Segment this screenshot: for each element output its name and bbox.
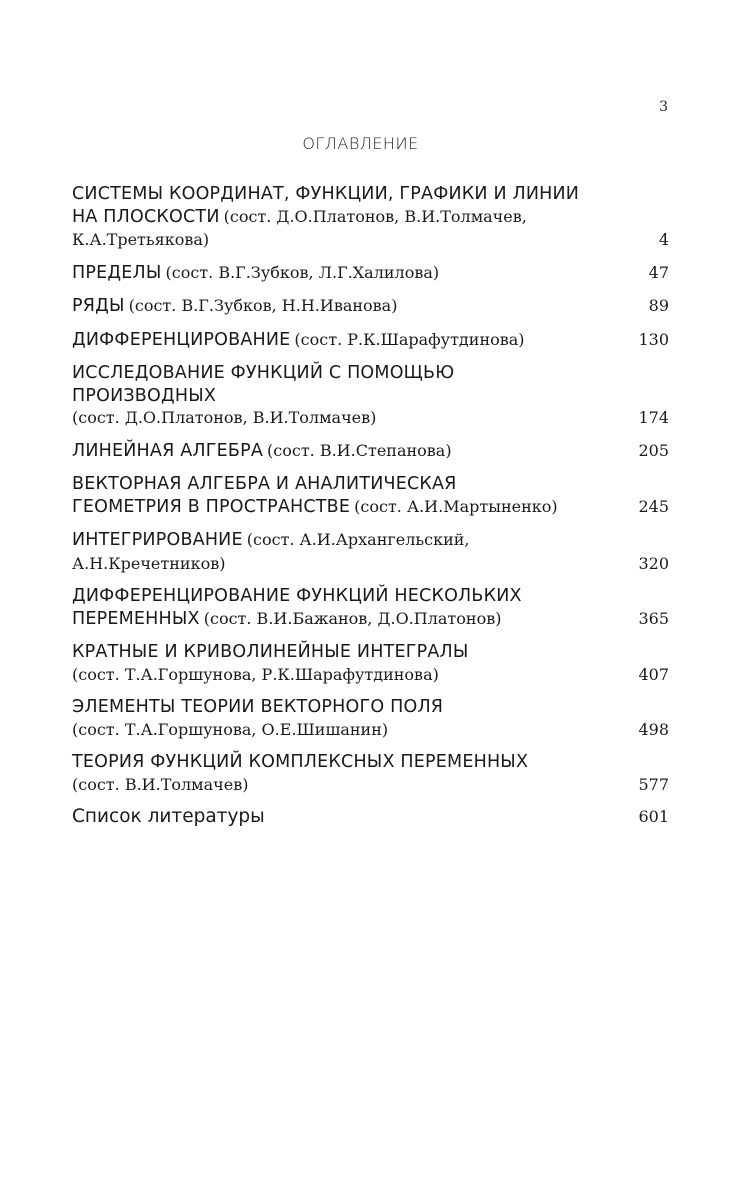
toc-entry-complex-variables xyxy=(72,751,669,796)
entry-title: ЭЛЕМЕНТЫ ТЕОРИИ ВЕКТОРНОГО ПОЛЯ xyxy=(72,697,444,717)
toc-entry-limits xyxy=(72,262,669,286)
entry-page: 205 xyxy=(638,440,669,460)
table-of-contents xyxy=(72,183,669,839)
entry-title: РЯДЫ xyxy=(72,296,125,316)
entry-title: СИСТЕМЫ КООРДИНАТ, ФУНКЦИИ, ГРАФИКИ И ЛИНИИ xyxy=(72,184,580,204)
entry-title: ДИФФЕРЕНЦИРОВАНИЕ xyxy=(72,329,291,350)
entry-page: 130 xyxy=(638,329,669,349)
entry-authors: (сост. В.И.Толмачев) xyxy=(72,774,249,794)
toc-title: ОГЛАВЛЕНИЕ xyxy=(302,134,419,153)
entry-page: 89 xyxy=(648,296,669,315)
toc-entry-coordinate-systems xyxy=(72,183,669,252)
entry-page: 365 xyxy=(638,608,669,628)
entry-authors: К.А.Третьякова) xyxy=(72,230,210,249)
entry-title: КРАТНЫЕ И КРИВОЛИНЕЙНЫЕ ИНТЕГРАЛЫ xyxy=(72,642,469,662)
entry-page: 577 xyxy=(638,774,669,794)
entry-authors: (сост. Т.А.Горшунова, Р.К.Шарафутдинова) xyxy=(72,664,439,684)
toc-entry-multiple-integrals xyxy=(72,641,669,686)
toc-entry-bibliography xyxy=(72,806,669,829)
entry-title: ПРЕДЕЛЫ xyxy=(72,262,162,283)
entry-title: ПРОИЗВОДНЫХ xyxy=(72,385,217,406)
entry-authors: (сост. В.Г.Зубков, Н.Н.Иванова) xyxy=(128,296,398,315)
toc-entry-vector-algebra xyxy=(72,473,669,519)
entry-authors: (сост. В.И.Степанова) xyxy=(267,440,452,460)
entry-page: 407 xyxy=(638,664,669,684)
entry-title: ИНТЕГРИРОВАНИЕ xyxy=(72,530,243,550)
entry-page: 601 xyxy=(638,807,669,826)
entry-authors: (сост. А.И.Мартыненко) xyxy=(354,496,558,516)
toc-entry-function-analysis xyxy=(72,362,669,430)
entry-page: 498 xyxy=(638,719,669,739)
toc-entry-multivariable-differentiation xyxy=(72,585,669,631)
entry-authors: (сост. В.Г.Зубков, Л.Г.Халилова) xyxy=(165,262,440,282)
entry-authors: (сост. Р.К.Шарафутдинова) xyxy=(294,329,525,349)
entry-authors: (сост. Д.О.Платонов, В.И.Толмачев) xyxy=(72,408,377,427)
entry-authors: (сост. А.И.Архангельский, xyxy=(246,530,470,549)
entry-title: ГЕОМЕТРИЯ В ПРОСТРАНСТВЕ xyxy=(72,496,351,517)
entry-title: Список литературы xyxy=(72,806,265,827)
entry-title: ЛИНЕЙНАЯ АЛГЕБРА xyxy=(72,440,264,461)
entry-title: ПЕРЕМЕННЫХ xyxy=(72,608,200,629)
entry-authors: (сост. Т.А.Горшунова, О.Е.Шишанин) xyxy=(72,719,389,739)
page-number: 3 xyxy=(659,99,668,115)
entry-title: ТЕОРИЯ ФУНКЦИЙ КОМПЛЕКСНЫХ ПЕРЕМЕННЫХ xyxy=(72,752,529,772)
entry-page: 320 xyxy=(638,553,669,573)
entry-authors: А.Н.Кречетников) xyxy=(72,553,226,573)
toc-entry-integration xyxy=(72,529,669,575)
entry-title: ВЕКТОРНАЯ АЛГЕБРА И АНАЛИТИЧЕСКАЯ xyxy=(72,474,457,494)
toc-entry-differentiation xyxy=(72,329,669,353)
toc-entry-linear-algebra xyxy=(72,440,669,464)
entry-title: НА ПЛОСКОСТИ xyxy=(72,206,220,227)
toc-entry-vector-field xyxy=(72,696,669,741)
entry-page: 47 xyxy=(648,262,669,282)
entry-page: 174 xyxy=(638,408,669,427)
entry-title: ДИФФЕРЕНЦИРОВАНИЕ ФУНКЦИЙ НЕСКОЛЬКИХ xyxy=(72,586,522,606)
entry-title: ИССЛЕДОВАНИЕ ФУНКЦИЙ С ПОМОЩЬЮ xyxy=(72,363,455,383)
entry-page: 245 xyxy=(638,496,669,516)
entry-authors: (сост. В.И.Бажанов, Д.О.Платонов) xyxy=(203,608,502,628)
entry-authors: (сост. Д.О.Платонов, В.И.Толмачев, xyxy=(223,206,527,226)
toc-entry-series xyxy=(72,295,669,319)
entry-page: 4 xyxy=(658,230,669,249)
